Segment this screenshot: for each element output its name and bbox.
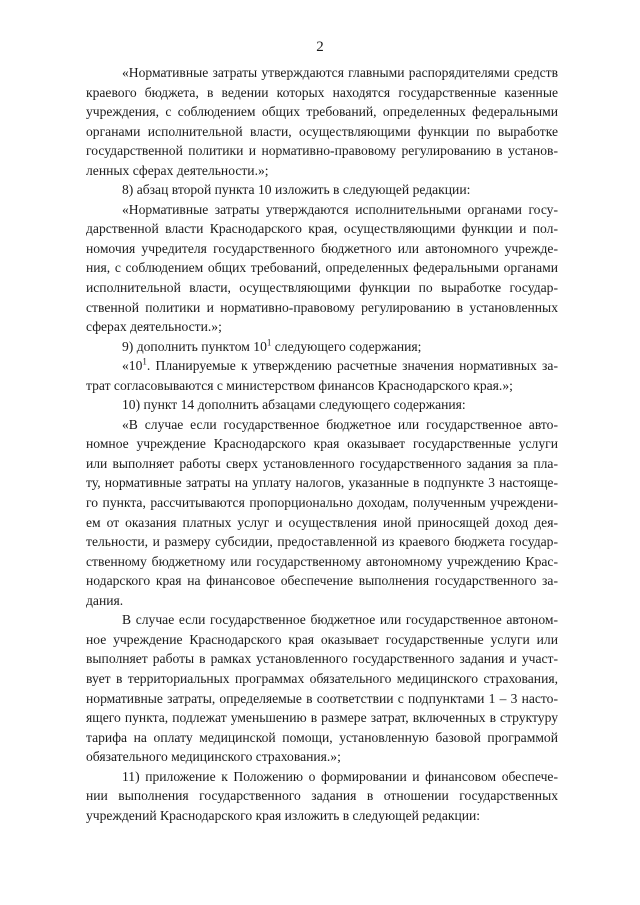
text-line: выполняет работы в рамках установленного государственного задания и участ- [86,651,558,667]
text-line: нодарского края на финансовое обеспечение выполнения государственного за- [86,573,558,589]
document-body [86,63,558,825]
text-line: нормативные затраты, определяемые в соответствии с подпунктами 1 – 3 насто- [86,690,558,706]
text-line: тарифа на оплату медицинской помощи, установленную базовой программой [86,729,558,745]
text-line: 10) пункт 14 дополнить абзацами следующего содержания: [122,397,466,413]
text-line: ния, с соблюдением общих требований, определенных федеральными органами [86,260,558,276]
paragraph [86,180,558,200]
text-line: ственной политики и нормативно-правовому регулированию в установленных [86,299,558,315]
text-line: го пункта, рассчитываются пропорционально доходам, полученным учреждени- [86,495,558,511]
text-line: «Нормативные затраты утверждаются главными распорядителями средств [122,65,558,80]
text-line: ное учреждение Краснодарского края оказывает государственные услуги или [86,631,558,647]
text-line: 8) абзац второй пункта 10 изложить в следующей редакции: [122,182,471,198]
text-line: номочия учредителя государственного бюджетного или автономного учрежде- [86,240,558,256]
text-line: исполнительной власти, осуществляющими функции по выработке государ- [86,280,558,296]
page-number: 2 [316,39,324,55]
text-line: 9) дополнить пунктом $10^1$ следующего содержания; [122,337,422,354]
text-line: ту, нормативные затраты на уплату налогов, указанные в подпункте 3 настояще- [86,475,558,491]
text-line: трат согласовываются с министерством финансов Краснодарского края.»; [86,377,513,393]
text-line: ственному бюджетному или государственному автономному учреждению Крас- [86,553,558,569]
paragraph [86,415,558,610]
text-line: ем от оказания платных услуг и осуществления иной приносящей доход дея- [86,514,558,530]
paragraph [86,200,558,337]
text-line: учреждений Краснодарского края изложить в следующей редакции: [86,807,481,823]
text-line: краевого бюджета, в ведении которых находятся государственные казенные [86,84,558,100]
text-line: дания. [86,592,124,608]
text-line: В случае если государственное бюджетное или государственное автоном- [122,612,558,628]
text-line: нии выполнения государственного задания в отношении государственных [86,788,558,804]
text-line: 11) приложение к Положению о формировании и финансовом обеспече- [122,768,558,784]
paragraph [86,767,558,826]
text-line: вует в территориальных программах обязательного медицинского страхования, [86,670,558,686]
text-line: «В случае если государственное бюджетное или государственное авто- [122,416,558,432]
text-line: или выполняет работы сверх установленного государственного задания за пла- [86,455,558,471]
text-line: дарственной власти Краснодарского края, осуществляющими функции и пол- [86,221,558,237]
paragraph [86,610,558,766]
text-line: «Нормативные затраты утверждаются исполнительными органами госу- [122,201,558,217]
text-line: органами исполнительной власти, осуществляющими функции по выработке [86,123,558,139]
paragraph [86,395,558,415]
text-line: ящего пункта, подлежат уменьшению в размере затрат, включенных в структуру [86,710,558,726]
paragraph [86,63,558,180]
text-line: учреждения, с соблюдением общих требований, определенных федеральными [86,104,558,120]
text-line: обязательного медицинского страхования.»; [86,749,341,765]
text-line: «$10^1$. Планируемые к утверждению расчетные значения нормативных за- [122,356,558,374]
text-line: ленных сферах деятельности.»; [86,162,269,178]
text-line: государственной политики и нормативно-правовому регулированию в установ- [86,143,558,159]
text-line: номное учреждение Краснодарского края оказывает государственные услуги [86,436,558,452]
paragraph [86,356,558,395]
paragraph [86,337,558,357]
text-line: сферах деятельности.»; [86,319,222,335]
text-line: тельности, и размеру субсидии, предоставленной из краевого бюджета государ- [86,534,558,550]
